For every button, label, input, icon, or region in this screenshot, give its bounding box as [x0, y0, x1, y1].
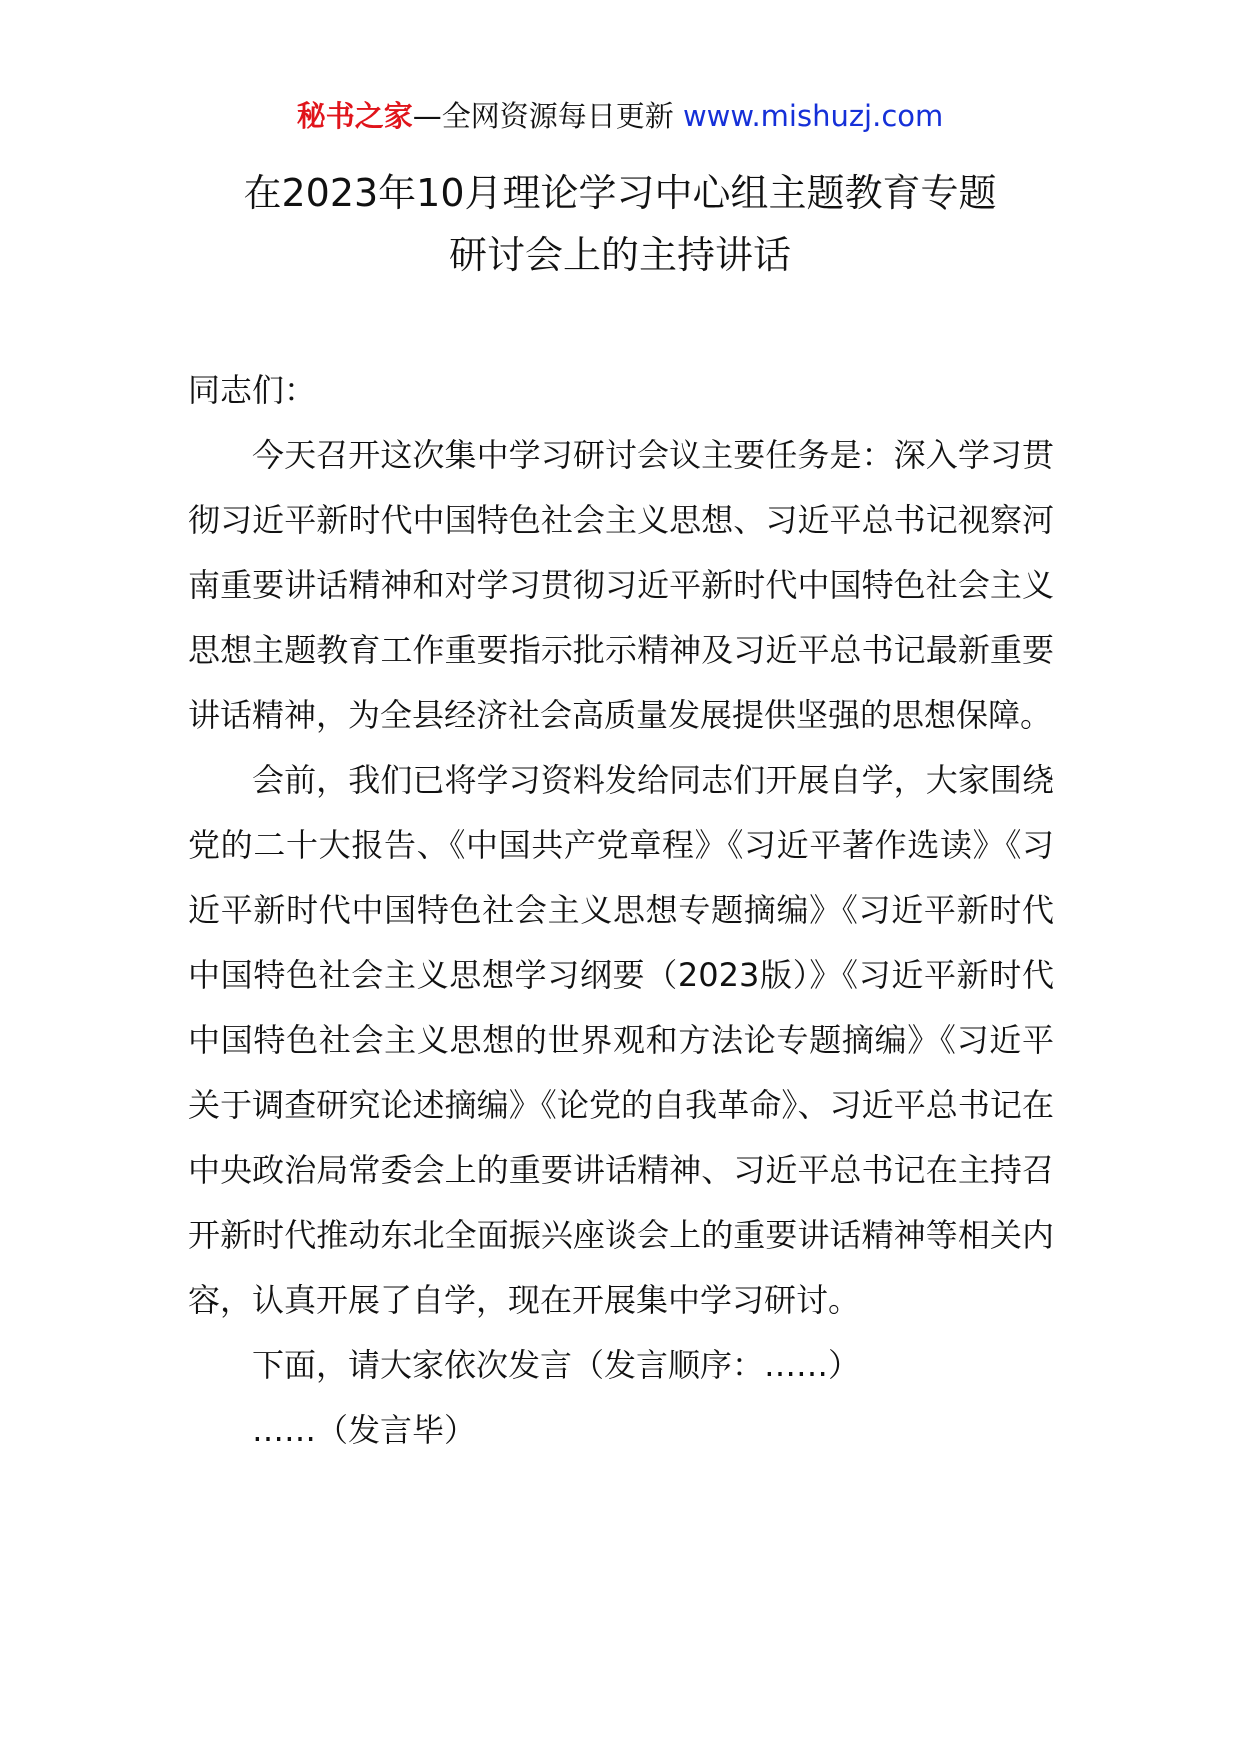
salutation: 同志们：: [188, 371, 317, 409]
site-header: [0, 96, 1240, 136]
title-line-2: 研讨会上的主持讲话: [448, 233, 791, 277]
paragraph-self-study: 会前，我们已将学习资料发给同志们开展自学，大家围绕党的二十大报告、《中国共产党章程》《习近平著作选读》《习近平新时代中国特色社会主义思想专题摘编》《习近平新时代中国特色社会主义思想学习纲要（2023版）》《习近平新时代中国特色社会主义思想的世界观和方法论专题摘编》《习近平关于调查研究论述摘编》《论党的自我革命》、习近平总书记在中央政治局常委会上的重要讲话精神、习近平总书记在主持召开新时代推动东北全面振兴座谈会上的重要讲话精神等相关内容，认真开展了自学，现在开展集中学习研讨。: [188, 761, 1054, 1319]
site-url-link[interactable]: www.mishuzj.com: [682, 99, 944, 133]
document-body: [188, 358, 1054, 1463]
brand-name: 秘书之家: [296, 99, 413, 133]
paragraph-task: 今天召开这次集中学习研讨会议主要任务是：深入学习贯彻习近平新时代中国特色社会主义思想、习近平总书记视察河南重要讲话精神和对学习贯彻习近平新时代中国特色社会主义思想主题教育工作重要指示批示精神及习近平总书记最新重要讲话精神，为全县经济社会高质量发展提供坚强的思想保障。: [188, 436, 1054, 734]
paragraph-speaking-order: 下面，请大家依次发言（发言顺序：……）: [252, 1346, 861, 1384]
site-slogan: —全网资源每日更新: [412, 99, 683, 133]
paragraph-speeches-end: ……（发言毕）: [252, 1411, 477, 1449]
document-title: [0, 162, 1240, 286]
title-line-1: 在2023年10月理论学习中心组主题教育专题: [243, 171, 997, 215]
